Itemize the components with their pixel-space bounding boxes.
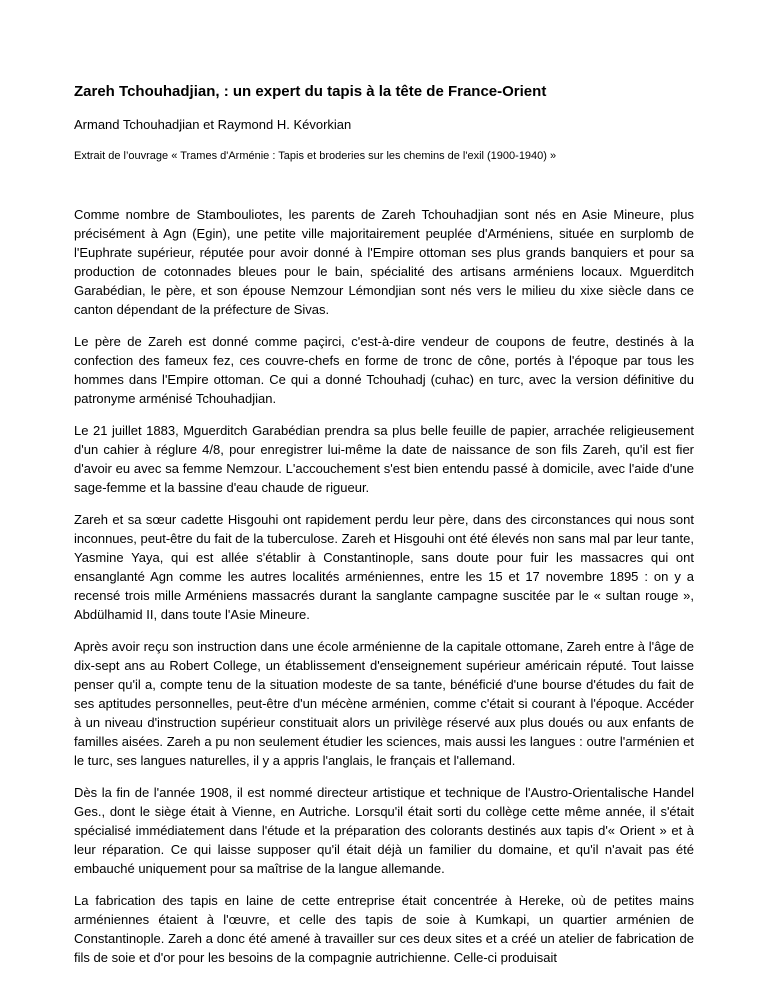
paragraph: Le père de Zareh est donné comme paçirci, c'est-à-dire vendeur de coupons de feutre, destinés à la confection des fameux fez, ces couvre-chefs en forme de tronc de cône, portés à l'époque par tous les hommes dans l'Empire ottoman. Ce qui a donné Tchouhadj (cuhac) en turc, avec la version définitive du patronyme arménisé Tchouhadjian. [74, 334, 694, 406]
paragraph: La fabrication des tapis en laine de cette entreprise était concentrée à Hereke, où de petites mains arméniennes étaient à l'œuvre, et celle des tapis de soie à Kumkapi, un quartier arménien de Constantinople. Zareh a donc été amené à travailler sur ces deux sites et a créé un atelier de fabrication de fils de soie et d'or pour les besoins de la compagnie autrichienne. Celle-ci produisait [74, 893, 694, 965]
document-title: Zareh Tchouhadjian, : un expert du tapis à la tête de France-Orient [74, 83, 547, 100]
document-extract-note: Extrait de l’ouvrage « Trames d'Arménie : Tapis et broderies sur les chemins de l'exil (1900-1940) » [74, 150, 557, 162]
document-body [74, 205, 694, 980]
paragraph: Zareh et sa sœur cadette Hisgouhi ont rapidement perdu leur père, dans des circonstances qui nous sont inconnues, peut-être du fait de la tuberculose. Zareh et Hisgouhi ont été élevés non sans mal par leur tante, Yasmine Yaya, qui est allée s'établir à Constantinople, sans doute pour fuir les massacres qui ont ensanglanté Agn comme les autres localités arméniennes, entre les 15 et 17 novembre 1895 : on y a recensé trois mille Arméniens massacrés durant la sanglante campagne suscitée par le « sultan rouge », Abdülhamid II, dans toute l'Asie Mineure. [74, 512, 694, 622]
paragraph: Le 21 juillet 1883, Mguerditch Garabédian prendra sa plus belle feuille de papier, arrachée religieusement d'un cahier à réglure 4/8, pour enregistrer lui-même la date de naissance de son fils Zareh, qu'il est fier d'avoir eu avec sa femme Nemzour. L'accouchement s'est bien entendu passé à domicile, avec l'aide d'une sage-femme et la bassine d'eau chaude de rigueur. [74, 423, 694, 495]
document-authors: Armand Tchouhadjian et Raymond H. Kévorkian [74, 117, 352, 132]
paragraph: Dès la fin de l'année 1908, il est nommé directeur artistique et technique de l'Austro-Orientalische Handel Ges., dont le siège était à Vienne, en Autriche. Lorsqu'il était sorti du collège cette même année, il s'était spécialisé immédiatement dans l'étude et la préparation des colorants destinés aux tapis d'« Orient » et à leur réparation. Ce qui laisse supposer qu'il était déjà un familier du domaine, et qu'il n'avait pas été embauché uniquement pour sa maîtrise de la langue allemande. [74, 785, 694, 876]
paragraph: Après avoir reçu son instruction dans une école arménienne de la capitale ottomane, Zareh entre à l'âge de dix-sept ans au Robert College, un établissement d'enseignement supérieur américain réputé. Tout laisse penser qu'il a, compte tenu de la situation modeste de sa tante, bénéficié d'une bourse d'études du fait de ses aptitudes personnelles, peut-être d'un mécène arménien, comme c'était si courant à l'époque. Accéder à un niveau d'instruction supérieur constituait alors un privilège réservé aux plus doués ou aux enfants de familles aisées. Zareh a pu non seulement étudier les sciences, mais aussi les langues : outre l'arménien et le turc, ses langues naturelles, il y a appris l'anglais, le français et l'allemand. [74, 639, 694, 768]
paragraph: Comme nombre de Stambouliotes, les parents de Zareh Tchouhadjian sont nés en Asie Mineure, plus précisément à Agn (Egin), une petite ville majoritairement peuplée d'Arméniens, située en surplomb de l'Euphrate supérieur, réputée pour avoir donné à l'Empire ottoman ses plus grands banquiers et pour sa production de cotonnades bleues pour le bain, spécialité des artisans arméniens locaux. Mguerditch Garabédian, le père, et son épouse Nemzour Lémondjian sont nés vers le milieu du xixe siècle dans ce canton dépendant de la préfecture de Sivas. [74, 207, 694, 317]
